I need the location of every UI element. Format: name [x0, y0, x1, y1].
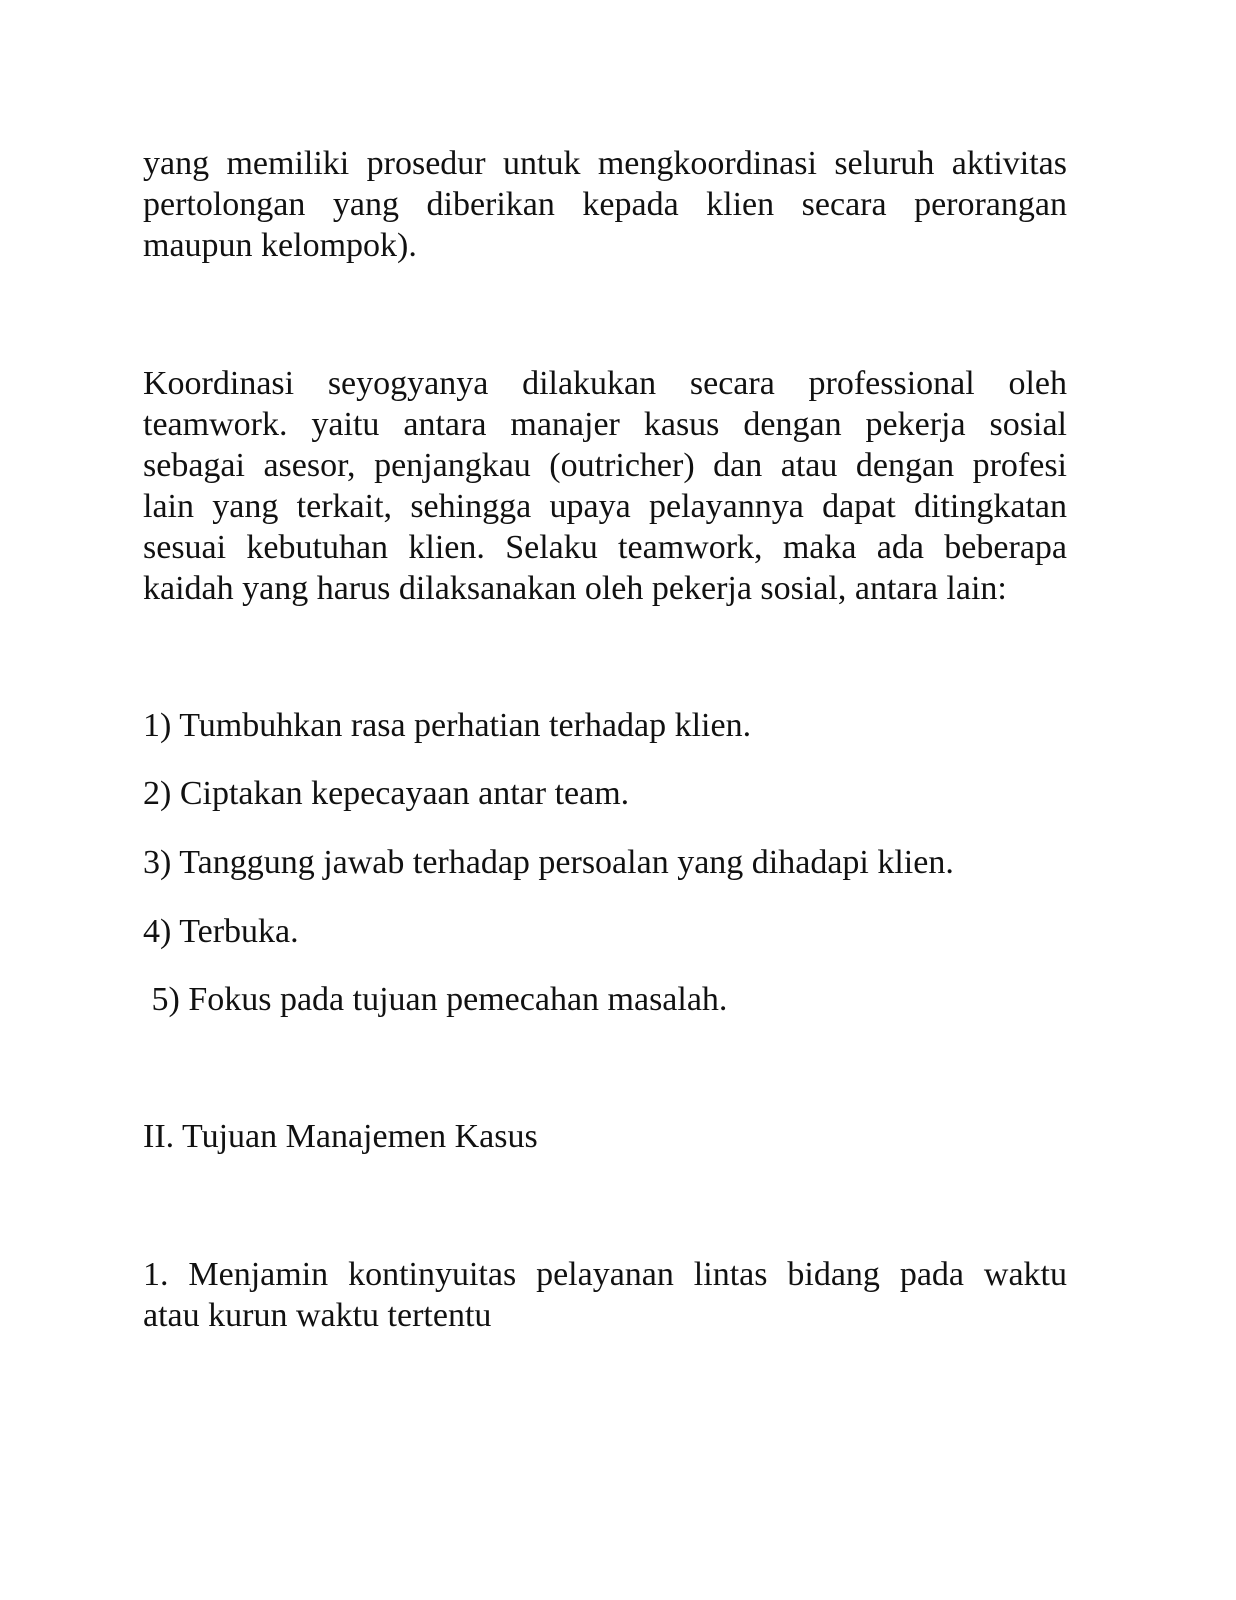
paragraph-line: lain yang terkait, sehingga upaya pelayannya dapat ditingkatan: [143, 488, 1067, 525]
paragraph-line: teamwork. yaitu antara manajer kasus dengan pekerja sosial: [143, 406, 1067, 443]
paragraph-line: yang memiliki prosedur untuk mengkoordinasi seluruh aktivitas: [143, 145, 1067, 182]
paragraph-continuation: [143, 143, 1067, 266]
paragraph-line: Koordinasi seyogyanya dilakukan secara professional oleh: [143, 365, 1067, 402]
list-item: 5) Fokus pada tujuan pemecahan masalah.: [143, 981, 728, 1018]
list-item: 1) Tumbuhkan rasa perhatian terhadap klien.: [143, 707, 752, 744]
list-item: 2) Ciptakan kepecayaan antar team.: [143, 775, 630, 812]
paragraph-line: sesuai kebutuhan klien. Selaku teamwork, maka ada beberapa: [143, 529, 1067, 566]
paragraph-line: kaidah yang harus dilaksanakan oleh pekerja sosial, antara lain:: [143, 570, 1007, 607]
list-item: 4) Terbuka.: [143, 913, 299, 950]
paragraph-line: atau kurun waktu tertentu: [143, 1297, 492, 1334]
paragraph-line: maupun kelompok).: [143, 227, 417, 264]
paragraph-koordinasi: [143, 363, 1067, 609]
paragraph-line: sebagai asesor, penjangkau (outricher) dan atau dengan profesi: [143, 447, 1067, 484]
paragraph-line: 1. Menjamin kontinyuitas pelayanan lintas bidang pada waktu: [143, 1256, 1067, 1293]
list-item: 3) Tanggung jawab terhadap persoalan yang dihadapi klien.: [143, 844, 954, 881]
paragraph-line: pertolongan yang diberikan kepada klien secara perorangan: [143, 186, 1067, 223]
section-heading: II. Tujuan Manajemen Kasus: [143, 1118, 538, 1155]
paragraph-tujuan-1: [143, 1254, 1067, 1336]
